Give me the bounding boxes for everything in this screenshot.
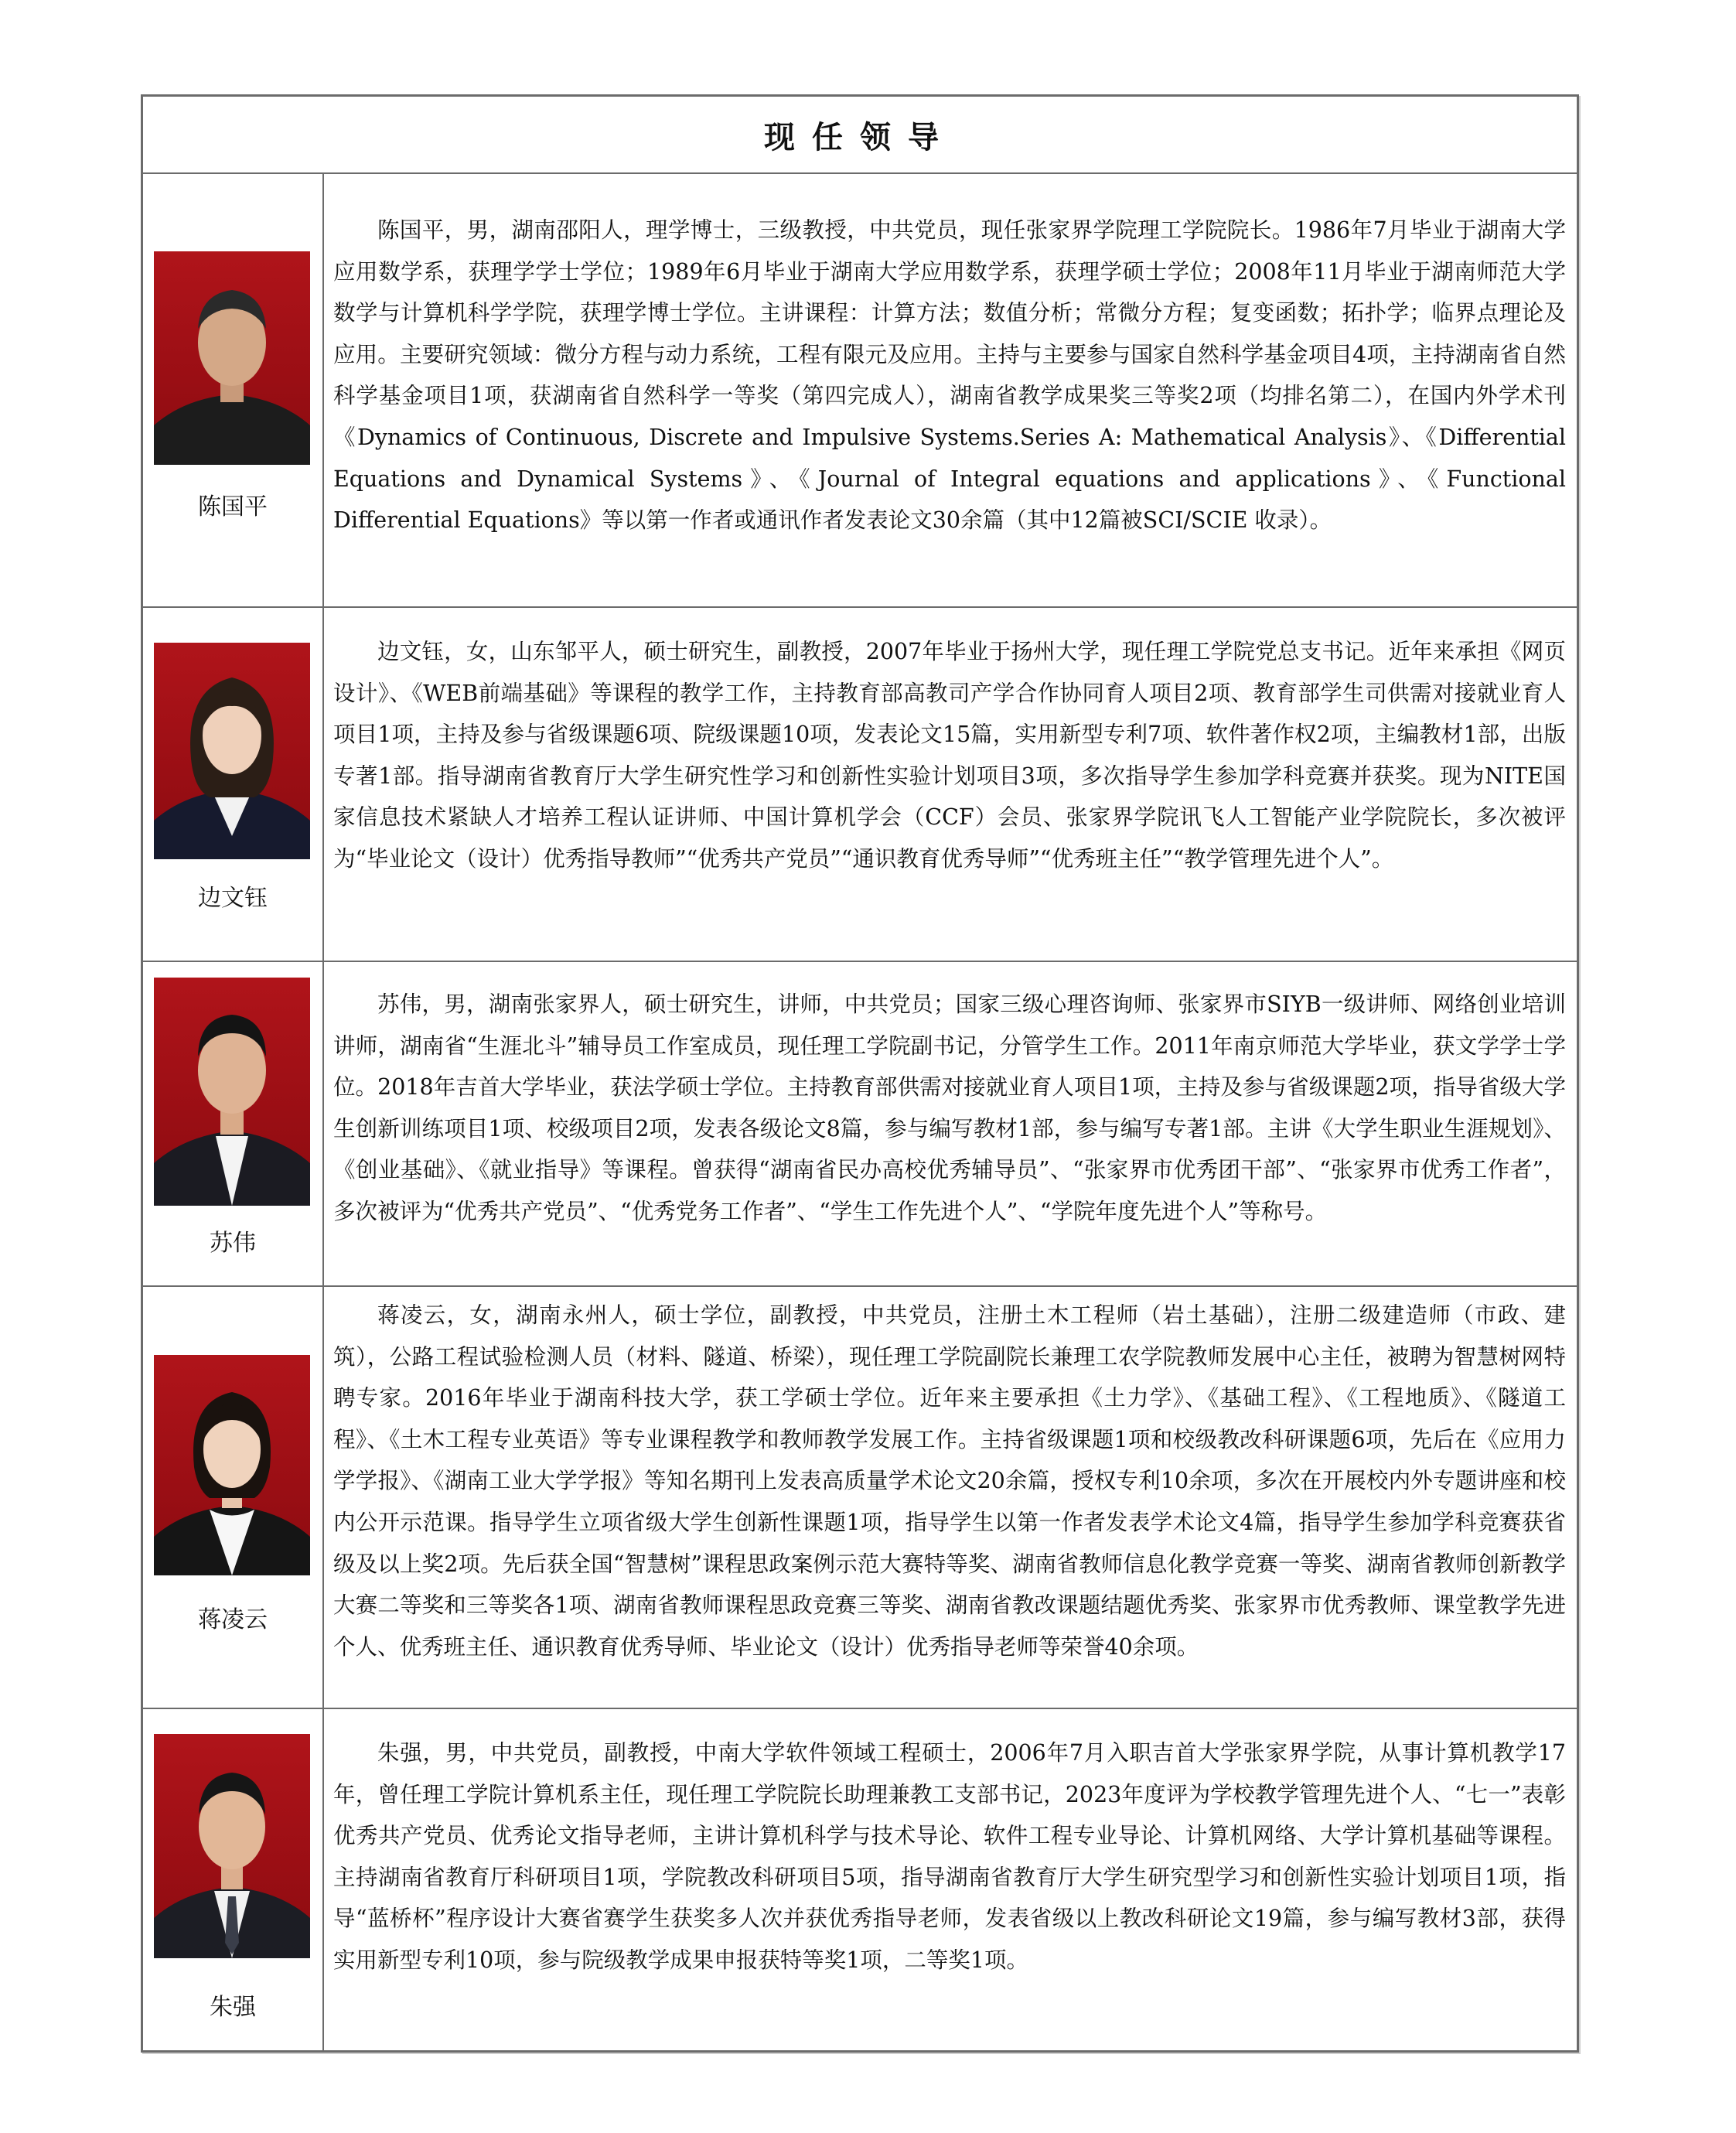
leader-name: 苏伟	[210, 1230, 256, 1257]
portrait-photo	[154, 643, 310, 859]
leader-row	[143, 174, 1577, 608]
photo-cell	[143, 174, 324, 606]
leader-bio: 蒋凌云，女，湖南永州人，硕士学位，副教授，中共党员，注册土木工程师（岩土基础），注册二级建造师（市政、建筑），公路工程试验检测人员（材料、隧道、桥梁），现任理工学院副院长兼理工农学院教师发展中心主任，被聘为智慧树网特聘专家。2016年毕业于湖南科技大学，获工学硕士学位。近年来主要承担《土力学》、《基础工程》、《工程地质》、《隧道工程》、《土木工程专业英语》等专业课程教学和教师教学发展工作。主持省级课题1项和校级教改科研课题6项，先后在《应用力学学报》、《湖南工业大学学报》等知名期刊上发表高质量学术论文20余篇，授权专利10余项，多次在开展校内外专题讲座和校内公开示范课。指导学生立项省级大学生创新性课题1项，指导学生以第一作者发表学术论文4篇，指导学生参加学科竞赛获省级及以上奖2项。先后获全国“智慧树”课程思政案例示范大赛特等奖、湖南省教师信息化教学竞赛一等奖、湖南省教师创新教学大赛二等奖和三等奖各1项、湖南省教师课程思政竞赛三等奖、湖南省教改课题结题优秀奖、张家界市优秀教师、课堂教学先进个人、优秀班主任、通识教育优秀导师、毕业论文（设计）优秀指导老师等荣誉40余项。	[333, 1302, 1566, 1660]
portrait-photo	[154, 251, 310, 465]
leader-row	[143, 1287, 1577, 1709]
photo-cell	[143, 962, 324, 1285]
leader-bio: 苏伟，男，湖南张家界人，硕士研究生，讲师，中共党员；国家三级心理咨询师、张家界市SIYB一级讲师、网络创业培训讲师，湖南省“生涯北斗”辅导员工作室成员，现任理工学院副书记，分管学生工作。2011年南京师范大学毕业，获文学学士学位。2018年吉首大学毕业，获法学硕士学位。主持教育部供需对接就业育人项目1项，主持及参与省级课题2项，指导省级大学生创新训练项目1项、校级项目2项，发表各级论文8篇，参与编写教材1部，参与编写专著1部。主讲《大学生职业生涯规划》、《创业基础》、《就业指导》等课程。曾获得“湖南省民办高校优秀辅导员”、“张家界市优秀团干部”、“张家界市优秀工作者”，多次被评为“优秀共产党员”、“优秀党务工作者”、“学生工作先进个人”、“学院年度先进个人”等称号。	[333, 991, 1566, 1224]
leader-name: 蒋凌云	[198, 1606, 268, 1633]
leader-name: 陈国平	[198, 493, 268, 520]
portrait-photo	[154, 978, 310, 1206]
photo-cell	[143, 608, 324, 961]
page-title: 现任领导	[143, 97, 1577, 174]
leader-row	[143, 962, 1577, 1287]
leader-bio: 朱强，男，中共党员，副教授，中南大学软件领域工程硕士，2006年7月入职吉首大学张家界学院，从事计算机教学17年，曾任理工学院计算机系主任，现任理工学院院长助理兼教工支部书记，2023年度评为学校教学管理先进个人、“七一”表彰优秀共产党员、优秀论文指导老师，主讲计算机科学与技术导论、软件工程专业导论、计算机网络、大学计算机基础等课程。主持湖南省教育厅科研项目1项，学院教改科研项目5项，指导湖南省教育厅大学生研究型学习和创新性实验计划项目1项，指导“蓝桥杯”程序设计大赛省赛学生获奖多人次并获优秀指导老师，发表省级以上教改科研论文19篇，参与编写教材3部，获得实用新型专利10项，参与院级教学成果申报获特等奖1项，二等奖1项。	[333, 1740, 1566, 1973]
leader-name: 边文钰	[198, 885, 268, 912]
photo-cell	[143, 1287, 324, 1708]
portrait-photo	[154, 1355, 310, 1575]
portrait-photo	[154, 1734, 310, 1958]
photo-cell	[143, 1709, 324, 2053]
leader-bio: 陈国平，男，湖南邵阳人，理学博士，三级教授，中共党员，现任张家界学院理工学院院长。1986年7月毕业于湖南大学应用数学系，获理学学士学位；1989年6月毕业于湖南大学应用数学系，获理学硕士学位；2008年11月毕业于湖南师范大学数学与计算机科学学院，获理学博士学位。主讲课程：计算方法；数值分析；常微分方程；复变函数；拓扑学；临界点理论及应用。主要研究领域：微分方程与动力系统，工程有限元及应用。主持与主要参与国家自然科学基金项目4项，主持湖南省自然科学基金项目1项，获湖南省自然科学一等奖（第四完成人），湖南省教学成果奖三等奖2项（均排名第二），在国内外学术刊《Dynamics of Continuous, Discrete and Impulsive Systems.Series A: Mathematical Analysis》、《Differential Equations and Dynamical Systems》、《Journal of Integral equations and applications》、《Functional Differential Equations》等以第一作者或通讯作者发表论文30余篇（其中12篇被SCI/SCIE 收录）。	[333, 217, 1566, 534]
leader-row	[143, 608, 1577, 962]
leaders-table	[141, 94, 1579, 2053]
leader-bio: 边文钰，女，山东邹平人，硕士研究生，副教授，2007年毕业于扬州大学，现任理工学院党总支书记。近年来承担《网页设计》、《WEB前端基础》等课程的教学工作，主持教育部高教司产学合作协同育人项目2项、教育部学生司供需对接就业育人项目1项，主持及参与省级课题6项、院级课题10项，发表论文15篇，实用新型专利7项、软件著作权2项，主编教材1部，出版专著1部。指导湖南省教育厅大学生研究性学习和创新性实验计划项目3项，多次指导学生参加学科竞赛并获奖。现为NITE国家信息技术紧缺人才培养工程认证讲师、中国计算机学会（CCF）会员、张家界学院讯飞人工智能产业学院院长，多次被评为“毕业论文（设计）优秀指导教师”“优秀共产党员”“通识教育优秀导师”“优秀班主任”“教学管理先进个人”。	[333, 639, 1566, 872]
leader-name: 朱强	[210, 1994, 256, 2021]
leader-row	[143, 1709, 1577, 2053]
